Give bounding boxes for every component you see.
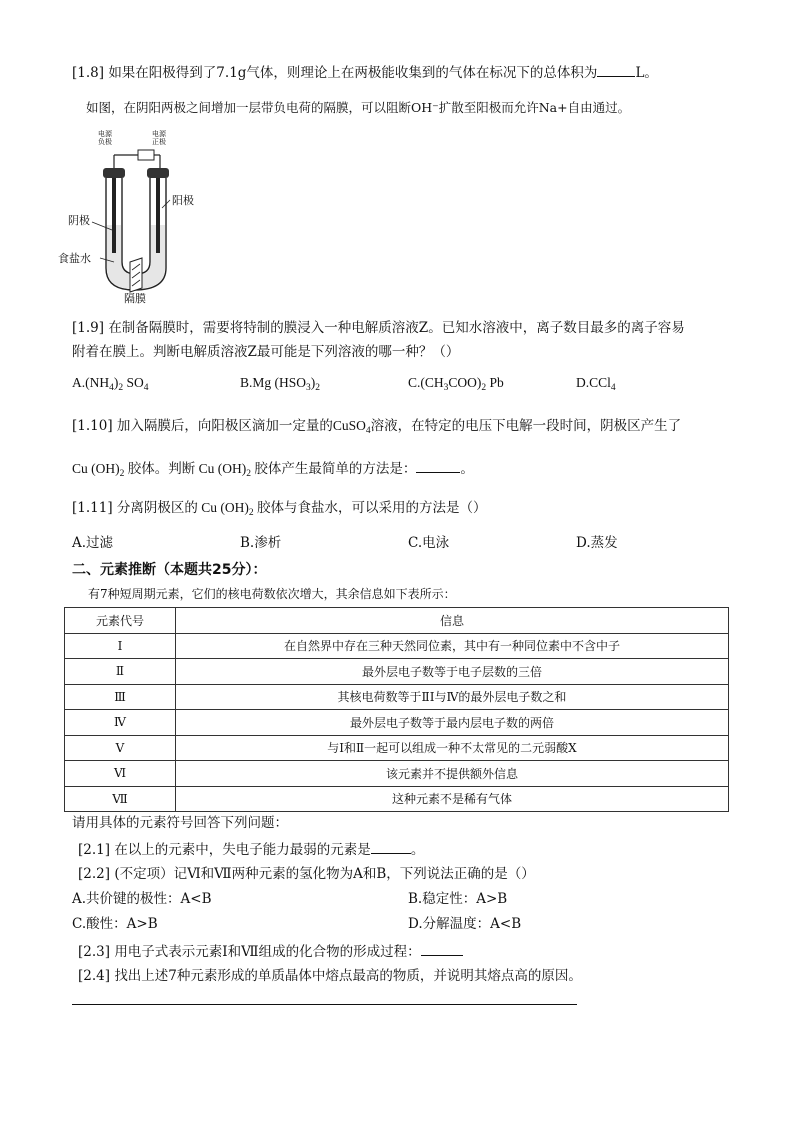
- question-number: [2.1]: [78, 842, 111, 858]
- element-info: 其核电荷数等于ⅡⅠ与Ⅳ的最外层电子数之和: [176, 684, 729, 710]
- answer-blank[interactable]: [371, 839, 411, 854]
- option-c[interactable]: C.电泳: [408, 535, 450, 551]
- element-code: Ⅱ: [65, 659, 176, 685]
- option-b[interactable]: B.稳定性：A>B: [408, 891, 508, 907]
- table-header-info: 信息: [176, 608, 729, 634]
- element-info: 与Ⅰ和Ⅱ一起可以组成一种不太常见的二元弱酸X: [176, 735, 729, 761]
- element-info: 最外层电子数等于电子层数的三倍: [176, 659, 729, 685]
- element-table: [64, 607, 729, 812]
- option-c[interactable]: C.酸性：A>B: [72, 916, 158, 932]
- table-row: [65, 761, 729, 787]
- table-row: [65, 786, 729, 812]
- unit-text: L。: [635, 65, 658, 81]
- question-1-9-line2: 附着在膜上。判断电解质溶液Z最可能是下列溶液的哪一种？（）: [72, 344, 460, 360]
- table-header-code: 元素代号: [65, 608, 176, 634]
- option-d[interactable]: D.蒸发: [576, 535, 618, 551]
- question-number: [1.10]: [72, 418, 113, 434]
- question-number: [1.8]: [72, 65, 105, 81]
- answer-blank[interactable]: [416, 458, 460, 473]
- table-row: [65, 659, 729, 685]
- element-code: Ⅵ: [65, 761, 176, 787]
- element-info: 这种元素不是稀有气体: [176, 786, 729, 812]
- question-number: [2.3]: [78, 944, 111, 960]
- element-info: 在自然界中存在三种天然同位素，其中有一种同位素中不含中子: [176, 633, 729, 659]
- section-2-intro: 有7种短周期元素，它们的核电荷数依次增大，其余信息如下表所示：: [88, 587, 456, 601]
- question-1-10-line2: Cu $(OH)_2$ 胶体。判断 Cu $(OH)_2$ 胶体产生最简单的方法是： 。: [72, 458, 474, 484]
- question-number: [1.9]: [72, 320, 105, 336]
- option-b[interactable]: B.渗析: [240, 535, 282, 551]
- option-c[interactable]: $C.(CH_3COO)_2$ Pb: [408, 375, 504, 393]
- option-d[interactable]: D.CCl$_4$: [576, 375, 616, 393]
- power-positive-label: 电源 正极: [152, 130, 166, 146]
- question-2-2: [2.2] (不定项）记Ⅵ和Ⅶ两种元素的氢化物为A和B，下列说法正确的是（）: [78, 866, 535, 882]
- table-header-row: [65, 608, 729, 634]
- element-code: Ⅰ: [65, 633, 176, 659]
- brine-label: 食盐水: [58, 252, 91, 265]
- question-number: [2.2]: [78, 866, 111, 882]
- cathode-label: 阴极: [68, 214, 90, 227]
- answer-blank[interactable]: [597, 62, 635, 77]
- question-1-10: [1.10] 加入隔膜后，向阳极区滴加一定量的CuSO$_4$溶液，在特定的电压下电解一段时间，阴极区产生了: [72, 418, 682, 436]
- question-2-4: [2.4] 找出上述7种元素形成的单质晶体中熔点最高的物质，并说明其熔点高的原因。: [78, 968, 582, 984]
- question-2-1: [2.1] 在以上的元素中，失电子能力最弱的元素是 。: [78, 839, 424, 860]
- element-code: Ⅳ: [65, 710, 176, 736]
- table-row: [65, 684, 729, 710]
- answer-line[interactable]: [72, 1004, 577, 1005]
- question-1-11: [1.11] 分离阴极区的 Cu $(OH)_2$ 胶体与食盐水，可以采用的方法是（）: [72, 500, 487, 518]
- question-number: [2.4]: [78, 968, 111, 984]
- element-info: 最外层电子数等于最内层电子数的两倍: [176, 710, 729, 736]
- electrolysis-figure: [58, 130, 196, 305]
- element-info: 该元素并不提供额外信息: [176, 761, 729, 787]
- question-1-9: [72, 318, 685, 338]
- question-text: 如果在阳极得到了7.1g气体，则理论上在两极能收集到的气体在标况下的总体积为: [108, 65, 598, 81]
- membrane-label: 隔膜: [124, 292, 146, 305]
- question-text-line1: 在制备隔膜时，需要将特制的膜浸入一种电解质溶液Z。已知水溶液中，离子数目最多的离子容易: [108, 320, 685, 336]
- table-row: [65, 710, 729, 736]
- element-code: Ⅶ: [65, 786, 176, 812]
- option-d[interactable]: D.分解温度：A<B: [408, 916, 522, 932]
- table-row: [65, 735, 729, 761]
- question-1-8: [72, 62, 658, 83]
- table-row: [65, 633, 729, 659]
- anode-label: 阳极: [172, 194, 194, 207]
- question-number: [1.11]: [72, 500, 113, 516]
- section-2-prompt: 请用具体的元素符号回答下列问题：: [72, 815, 288, 831]
- element-code: Ⅲ: [65, 684, 176, 710]
- membrane-intro: 如图，在阴阳两极之间增加一层带负电荷的隔膜，可以阻断OH⁻扩散至阳极而允许Na+自由通过。: [86, 100, 631, 115]
- option-a[interactable]: $A.(NH_4)_2$ $SO_4$: [72, 375, 149, 393]
- option-a[interactable]: A.过滤: [72, 535, 114, 551]
- section-2-title: 二、元素推断（本题共25分）：: [72, 562, 267, 578]
- option-b[interactable]: B.Mg $(HSO_3)_2$: [240, 375, 321, 393]
- option-a[interactable]: A.共价键的极性：A<B: [72, 891, 212, 907]
- answer-blank[interactable]: [421, 941, 463, 956]
- question-2-3: [2.3] 用电子式表示元素Ⅰ和Ⅶ组成的化合物的形成过程：: [78, 941, 463, 962]
- power-negative-label: 电源 负极: [98, 130, 112, 146]
- element-code: Ⅴ: [65, 735, 176, 761]
